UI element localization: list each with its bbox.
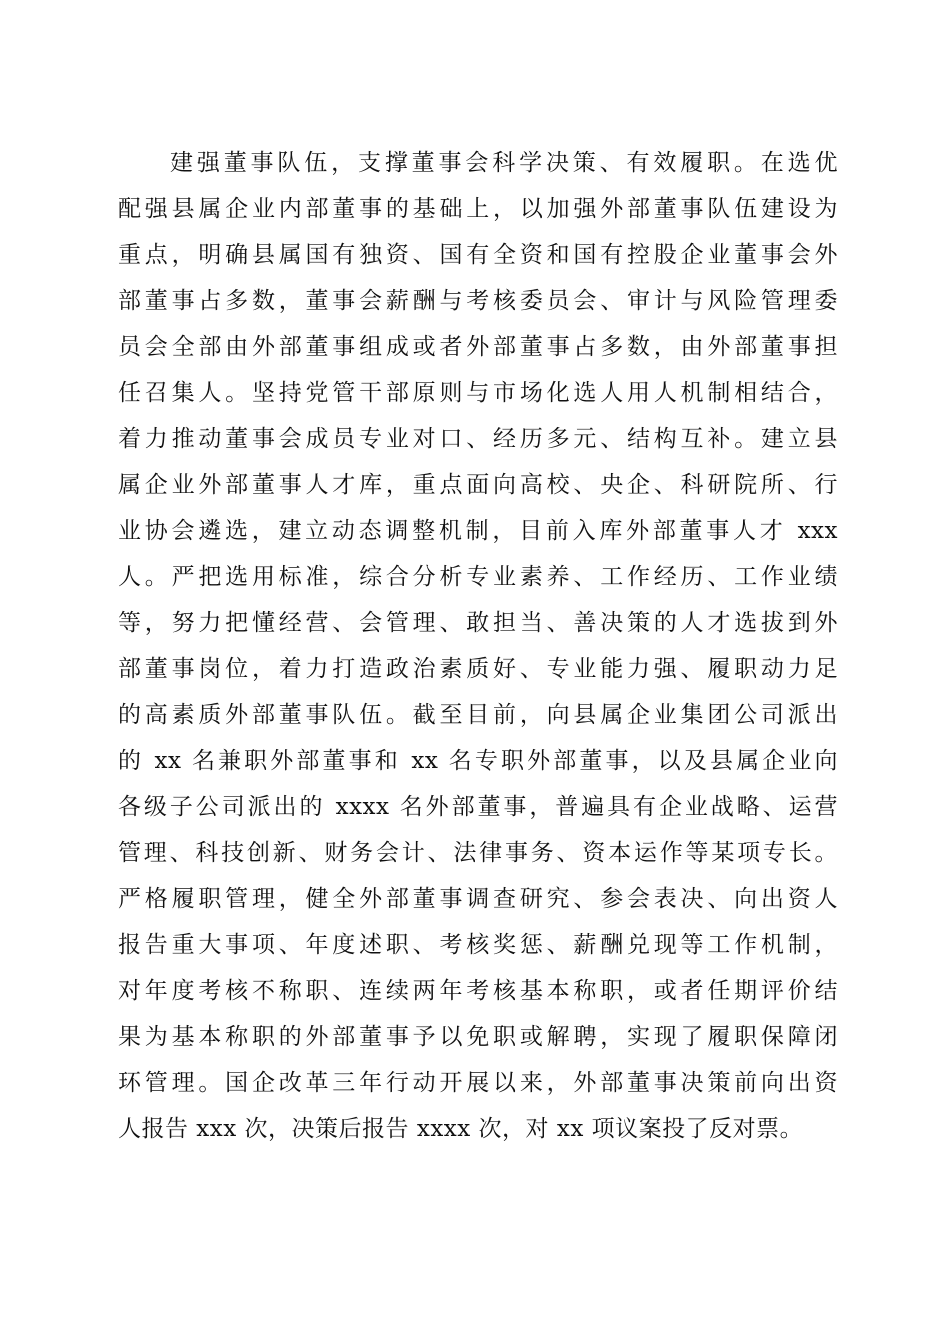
paragraph-line: 人。严把选用标准，综合分析专业素养、工作经历、工作业绩 [118,564,838,590]
paragraph-line: 环管理。国企改革三年行动开展以来，外部董事决策前向出资 [118,1070,838,1096]
paragraph-line: 着力推动董事会成员专业对口、经历多元、结构互补。建立县 [118,426,838,452]
paragraph-line: 部董事占多数，董事会薪酬与考核委员会、审计与风险管理委 [118,288,838,314]
paragraph-line: 对年度考核不称职、连续两年考核基本称职，或者任期评价结 [118,978,838,1004]
paragraph-line: 员会全部由外部董事组成或者外部董事占多数，由外部董事担 [118,334,838,360]
paragraph-line: 严格履职管理，健全外部董事调查研究、参会表决、向出资人 [118,886,838,912]
paragraph-line: 任召集人。坚持党管干部原则与市场化选人用人机制相结合， [118,380,838,406]
document-paragraph [118,140,838,1152]
paragraph-line: 等，努力把懂经营、会管理、敢担当、善决策的人才选拔到外 [118,610,838,636]
paragraph-line: 重点，明确县属国有独资、国有全资和国有控股企业董事会外 [118,242,838,268]
paragraph-line: 管理、科技创新、财务会计、法律事务、资本运作等某项专长。 [118,840,838,866]
paragraph-line: 的 xx 名兼职外部董事和 xx 名专职外部董事，以及县属企业向 [118,748,838,774]
paragraph-line: 部董事岗位，着力打造政治素质好、专业能力强、履职动力足 [118,656,838,682]
paragraph-line: 各级子公司派出的 xxxx 名外部董事，普遍具有企业战略、运营 [118,794,838,820]
paragraph-line: 属企业外部董事人才库，重点面向高校、央企、科研院所、行 [118,472,838,498]
paragraph-line: 果为基本称职的外部董事予以免职或解聘，实现了履职保障闭 [118,1024,838,1050]
paragraph-line: 建强董事队伍，支撑董事会科学决策、有效履职。在选优 [170,150,838,176]
paragraph-line: 业协会遴选，建立动态调整机制，目前入库外部董事人才 xxx [118,518,838,544]
paragraph-line: 配强县属企业内部董事的基础上，以加强外部董事队伍建设为 [118,196,838,222]
paragraph-line: 报告重大事项、年度述职、考核奖惩、薪酬兑现等工作机制， [118,932,838,958]
paragraph-line: 人报告 xxx 次，决策后报告 xxxx 次，对 xx 项议案投了反对票。 [118,1116,804,1142]
paragraph-line: 的高素质外部董事队伍。截至目前，向县属企业集团公司派出 [118,702,838,728]
